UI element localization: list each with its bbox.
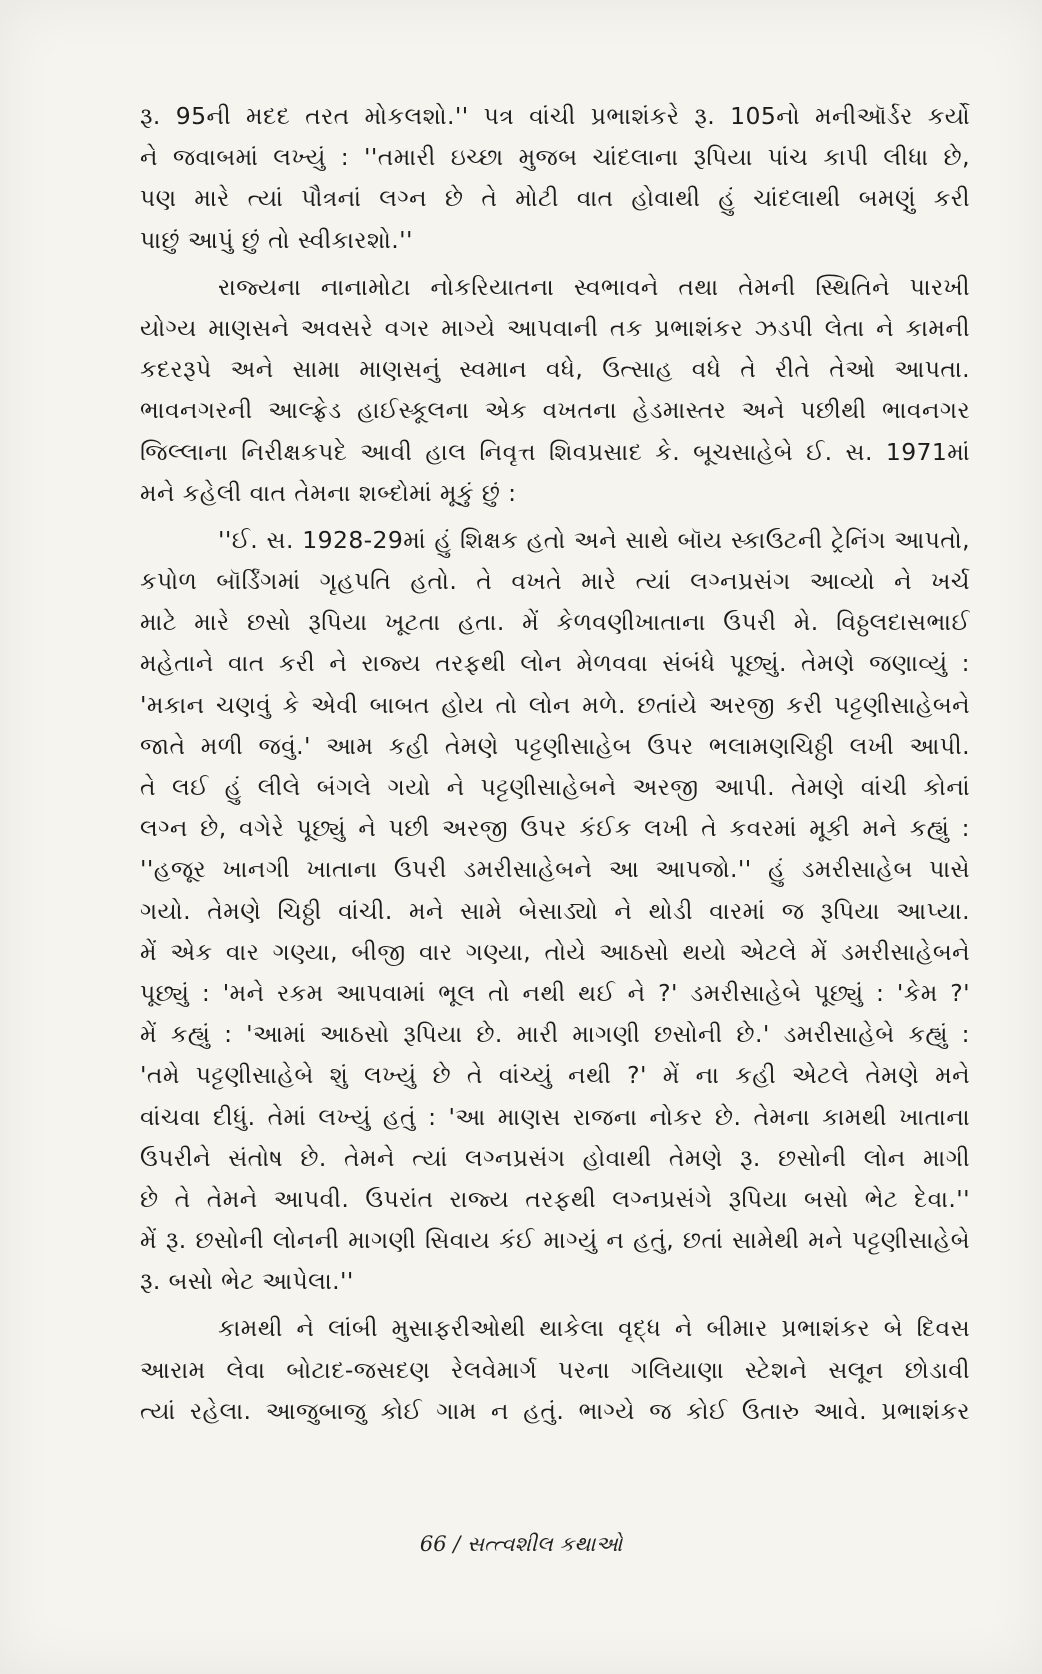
text-line: ત્યાં રહેલા. આજુબાજુ કોઈ ગામ ન હતું. ભાગ્યે જ કોઈ ઉતારુ આવે. પ્રભાશંકર: [140, 1396, 970, 1425]
text-line: યોગ્ય માણસને અવસરે વગર માગ્યે આપવાની તક પ્રભાશંકર ઝડપી લેતા ને કામની: [140, 313, 970, 342]
text-line: ઉપરીને સંતોષ છે. તેમને ત્યાં લગ્નપ્રસંગ હોવાથી તેમણે રૂ. છસોની લોન માગી: [140, 1143, 970, 1172]
text-line: રૂ. 95ની મદદ તરત મોકલશો.'' પત્ર વાંચી પ્રભાશંકરે રૂ. 105નો મનીઑર્ડર કર્યો: [140, 102, 970, 130]
text-line: મને કહેલી વાત તેમના શબ્દોમાં મૂકું છું :: [140, 478, 517, 507]
text-line: છે તે તેમને આપવી. ઉપરાંત રાજ્ય તરફથી લગ્નપ્રસંગે રૂપિયા બસો ભેટ દેવા.'': [140, 1184, 970, 1213]
text-line: રૂ. બસો ભેટ આપેલા.'': [140, 1267, 354, 1296]
text-line: મેં કહ્યું : 'આમાં આઠસો રૂપિયા છે. મારી માગણી છસોની છે.' ડમરીસાહેબે કહ્યું :: [140, 1020, 970, 1049]
paragraph-4: [140, 1308, 970, 1432]
body-text: [140, 96, 970, 1432]
text-line: કામથી ને લાંબી મુસાફરીઓથી થાકેલા વૃદ્ધ ને બીમાર પ્રભાશંકર બે દિવસ: [218, 1314, 970, 1343]
text-line: પાછું આપું છું તો સ્વીકારશો.'': [140, 225, 413, 254]
text-line: મહેતાને વાત કરી ને રાજ્ય તરફથી લોન મેળવવા સંબંધે પૂછ્યું. તેમણે જણાવ્યું :: [140, 649, 970, 678]
page-footer: 66 / સત્ત્વશીલ કથાઓ: [419, 1532, 623, 1556]
text-line: લગ્ન છે, વગેરે પૂછ્યું ને પછી અરજી ઉપર કંઈક લખી તે કવરમાં મૂકી મને કહ્યું :: [140, 814, 970, 843]
text-line: માટે મારે છસો રૂપિયા ખૂટતા હતા. મેં કેળવણીખાતાના ઉપરી મે. વિઠ્ઠલદાસભાઈ: [140, 608, 970, 637]
text-line: કપોળ બૉર્ડિંગમાં ગૃહપતિ હતો. તે વખતે મારે ત્યાં લગ્નપ્રસંગ આવ્યો ને ખર્ચ: [140, 567, 970, 596]
text-line: રાજ્યના નાનામોટા નોકરિયાતના સ્વભાવને તથા તેમની સ્થિતિને પારખી: [218, 272, 970, 301]
text-line: 'તમે પટ્ટણીસાહેબે શું લખ્યું છે તે વાંચ્યું નથી ?' મેં ના કહી એટલે તેમણે મને: [140, 1061, 970, 1090]
text-line: મેં એક વાર ગણ્યા, બીજી વાર ગણ્યા, તોયે આઠસો થયો એટલે મેં ડમરીસાહેબને: [140, 937, 970, 966]
text-line: તે લઈ હું લીલે બંગલે ગયો ને પટ્ટણીસાહેબને અરજી આપી. તેમણે વાંચી કોનાં: [140, 773, 970, 801]
text-line: જિલ્લાના નિરીક્ષકપદે આવી હાલ નિવૃત્ત શિવપ્રસાદ કે. બૂચસાહેબે ઈ. સ. 1971માં: [140, 437, 970, 466]
text-line: ને જવાબમાં લખ્યું : ''તમારી ઇચ્છા મુજબ ચાંદલાના રૂપિયા પાંચ કાપી લીધા છે,: [140, 143, 970, 172]
text-line: ''ઈ. સ. 1928-29માં હું શિક્ષક હતો અને સાથે બૉય સ્કાઉટની ટ્રેનિંગ આપતો,: [218, 525, 970, 554]
text-line: 'મકાન ચણવું કે એવી બાબત હોય તો લોન મળે. છતાંયે અરજી કરી પટ્ટણીસાહેબને: [140, 690, 970, 719]
text-line: પણ મારે ત્યાં પૌત્રનાં લગ્ન છે તે મોટી વાત હોવાથી હું ચાંદલાથી બમણું કરી: [140, 184, 970, 213]
text-line: પૂછ્યું : 'મને રકમ આપવામાં ભૂલ તો નથી થઈ ને ?' ડમરીસાહેબે પૂછ્યું : 'કેમ ?': [140, 978, 970, 1007]
text-line: ભાવનગરની આલ્ફ્રેડ હાઈસ્કૂલના એક વખતના હેડમાસ્તર અને પછીથી ભાવનગર: [140, 396, 970, 425]
text-line: મેં રૂ. છસોની લોનની માગણી સિવાય કંઈ માગ્યું ન હતું, છતાં સામેથી મને પટ્ટણીસાહેબે: [140, 1226, 970, 1255]
text-line: જાતે મળી જવું.' આમ કહી તેમણે પટ્ટણીસાહેબ ઉપર ભલામણચિઠ્ઠી લખી આપી.: [140, 731, 970, 760]
text-line: આરામ લેવા બોટાદ-જસદણ રેલવેમાર્ગ પરના ગલિયાણા સ્ટેશને સલૂન છોડાવી: [140, 1355, 970, 1384]
text-line: કદરરૂપે અને સામા માણસનું સ્વમાન વધે, ઉત્સાહ વધે તે રીતે તેઓ આપતા.: [140, 355, 970, 384]
paragraph-2: [140, 267, 970, 514]
text-line: વાંચવા દીધું. તેમાં લખ્યું હતું : 'આ માણસ રાજના નોકર છે. તેમના કામથી ખાતાના: [140, 1102, 970, 1131]
text-line: ગયો. તેમણે ચિઠ્ઠી વાંચી. મને સામે બેસાડ્યો ને થોડી વારમાં જ રૂપિયા આપ્યા.: [140, 896, 970, 925]
text-line: ''હજૂર ખાનગી ખાતાના ઉપરી ડમરીસાહેબને આ આપજો.'' હું ડમરીસાહેબ પાસે: [140, 855, 970, 884]
paragraph-1: [140, 96, 970, 261]
paragraph-3: [140, 520, 970, 1303]
